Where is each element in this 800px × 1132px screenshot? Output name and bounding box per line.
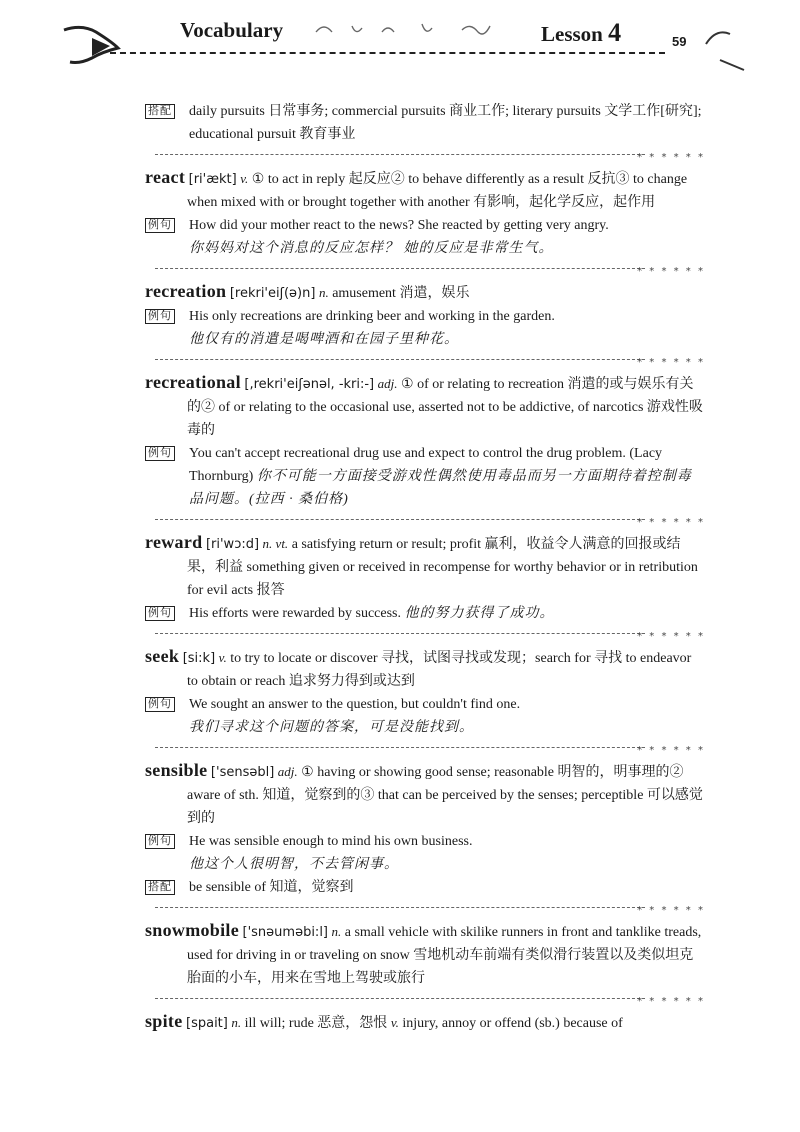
example-block [145,602,705,625]
entry-pos: n. [231,1015,242,1030]
example-tag: 例句 [145,834,175,849]
entry-definition: ① to act in reply 起反应② to behave differently as a result 反抗③ to change when mixed with or brought together with another 有影响，起化学反应，起作用 [187,172,688,210]
entry-react [145,166,705,260]
vocabulary-list [145,100,705,1035]
entry-word: snowmobile [145,920,240,940]
example-block [145,830,705,876]
entry-phonetic: [,rekri'eiʃənəl, -kri:-] [244,377,375,392]
entry-separator: * * * * * * [145,148,705,162]
entry-definition: ① of or relating to recreation 消遣的或与娱乐有关的② of or relating to the occasional use, asserted not to be addictive, of narcotics 游戏性吸毒的 [187,377,703,438]
entry-phonetic: [spait] [186,1016,228,1031]
entry-pos: adj. [377,376,398,391]
entry-phonetic: [si:k] [182,651,216,666]
header-flourish-icon [312,18,502,44]
example-tag: 例句 [145,446,175,461]
example-chinese: 你不可能一方面接受游戏性偶然使用毒品而另一方面期待着控制毒品问题。(拉西 · 桑伯格) [189,469,692,507]
example-english: You can't accept recreational drug use and expect to control the drug problem. (Lacy Thornburg) [189,446,663,484]
example-block [145,693,705,739]
entry-word: recreation [145,281,227,301]
entry-spite [145,1010,705,1035]
collocation-tag: 搭配 [145,104,175,119]
example-english: His only recreations are drinking beer and working in the garden. [189,309,555,324]
entry-pos: n. vt. [262,536,289,551]
entry-separator: * * * * * * [145,741,705,755]
entry-phonetic: ['snəuməbi:l] [242,925,328,940]
entry-pos: n. [331,924,342,939]
page-number: 59 [672,34,687,49]
entry-pursuit-collocation [145,100,705,146]
entry-snowmobile [145,919,705,990]
collocation-text: be sensible of 知道，觉察到 [189,880,354,895]
entry-separator: * * * * * * [145,901,705,915]
entry-headline [145,531,705,602]
example-tag: 例句 [145,309,175,324]
entry-separator: * * * * * * [145,353,705,367]
entry-headline [145,166,705,214]
entry-pos: adj. [277,764,298,779]
header-lesson [541,18,621,48]
collocation-line [145,876,705,899]
collocation-line [145,100,705,146]
entry-seek [145,645,705,739]
entry-definition: to try to locate or discover 寻找，试图寻找或发现；search for 寻找 to endeavor to obtain or reach 追求努力得到或达到 [187,651,692,689]
entry-word: spite [145,1011,183,1031]
collocation-tag: 搭配 [145,880,175,895]
example-english: How did your mother react to the news? She reacted by getting very angry. [189,218,609,233]
example-english: His efforts were rewarded by success. [189,606,401,621]
entry-word: seek [145,646,180,666]
entry-separator: * * * * * * [145,992,705,1006]
entry-pos: v. [218,650,227,665]
entry-headline [145,919,705,990]
entry-headline [145,645,705,693]
entry-definition: ① having or showing good sense; reasonable 明智的，明事理的② aware of sth. 知道，觉察到的③ that can be perceived by the senses; perceptible 可以感觉到的 [187,765,703,826]
entry-reward [145,531,705,625]
entry-definition: ill will; rude 恶意，怨恨 [244,1016,388,1031]
example-block [145,305,705,351]
example-chinese: 你妈妈对这个消息的反应怎样？ 她的反应是非常生气。 [189,241,554,256]
example-chinese: 我们寻求这个问题的答案，可是没能找到。 [189,720,474,735]
edge-pen-mark-icon [700,24,750,74]
entry-headline [145,280,705,305]
entry-separator: * * * * * * [145,513,705,527]
entry-sensible [145,759,705,899]
entry-separator: * * * * * * [145,262,705,276]
entry-definition: a satisfying return or result; profit 赢利，收益令人满意的回报或结果，利益 something given or received in recompense for worthy behavior or in retribution for evil acts 报答 [187,537,698,598]
entry-word: recreational [145,372,241,392]
entry-word: react [145,167,186,187]
entry-word: sensible [145,760,208,780]
entry-phonetic: [rekri'eiʃ(ə)n] [229,286,316,301]
entry-pos: n. [318,285,329,300]
entry-headline [145,371,705,442]
entry-phonetic: ['sensəbl] [210,765,275,780]
example-block [145,442,705,511]
entry-pos-2: v. [390,1015,399,1030]
entry-phonetic: [ri'wɔ:d] [205,537,260,552]
header-dashed-rule [110,52,665,54]
entry-definition-2: injury, annoy or offend (sb.) because of [402,1016,623,1031]
entry-pos: v. [240,171,249,186]
example-english: He was sensible enough to mind his own business. [189,834,473,849]
example-english: We sought an answer to the question, but couldn't find one. [189,697,521,712]
entry-definition: a small vehicle with skilike runners in front and tanklike treads, used for driving in or traveling on snow 雪地机动车前端有类似滑行装置以及类似坦克胎面的小车，用来在雪地上驾驶或旅行 [187,925,702,986]
example-tag: 例句 [145,218,175,233]
corner-scribble-icon [62,18,122,68]
example-block [145,214,705,260]
entry-headline [145,1010,705,1035]
entry-definition: amusement 消遣，娱乐 [332,286,470,301]
entry-headline [145,759,705,830]
example-tag: 例句 [145,606,175,621]
example-chinese: 他仅有的消遣是喝啤酒和在园子里种花。 [189,332,459,347]
page-header [0,0,800,70]
entry-recreation [145,280,705,351]
example-tag: 例句 [145,697,175,712]
entry-separator: * * * * * * [145,627,705,641]
lesson-number: 4 [608,18,622,47]
example-chinese: 他的努力获得了成功。 [404,606,555,621]
header-title: Vocabulary [180,18,284,42]
entry-phonetic: [ri'ækt] [188,172,237,187]
example-chinese: 他这个人很明智，不去管闲事。 [189,857,399,872]
entry-recreational [145,371,705,511]
entry-word: reward [145,532,203,552]
collocation-text: daily pursuits 日常事务; commercial pursuits 商业工作; literary pursuits 文学工作[研究]; educational pursuit 教育事业 [189,104,702,142]
lesson-label: Lesson [541,22,603,46]
